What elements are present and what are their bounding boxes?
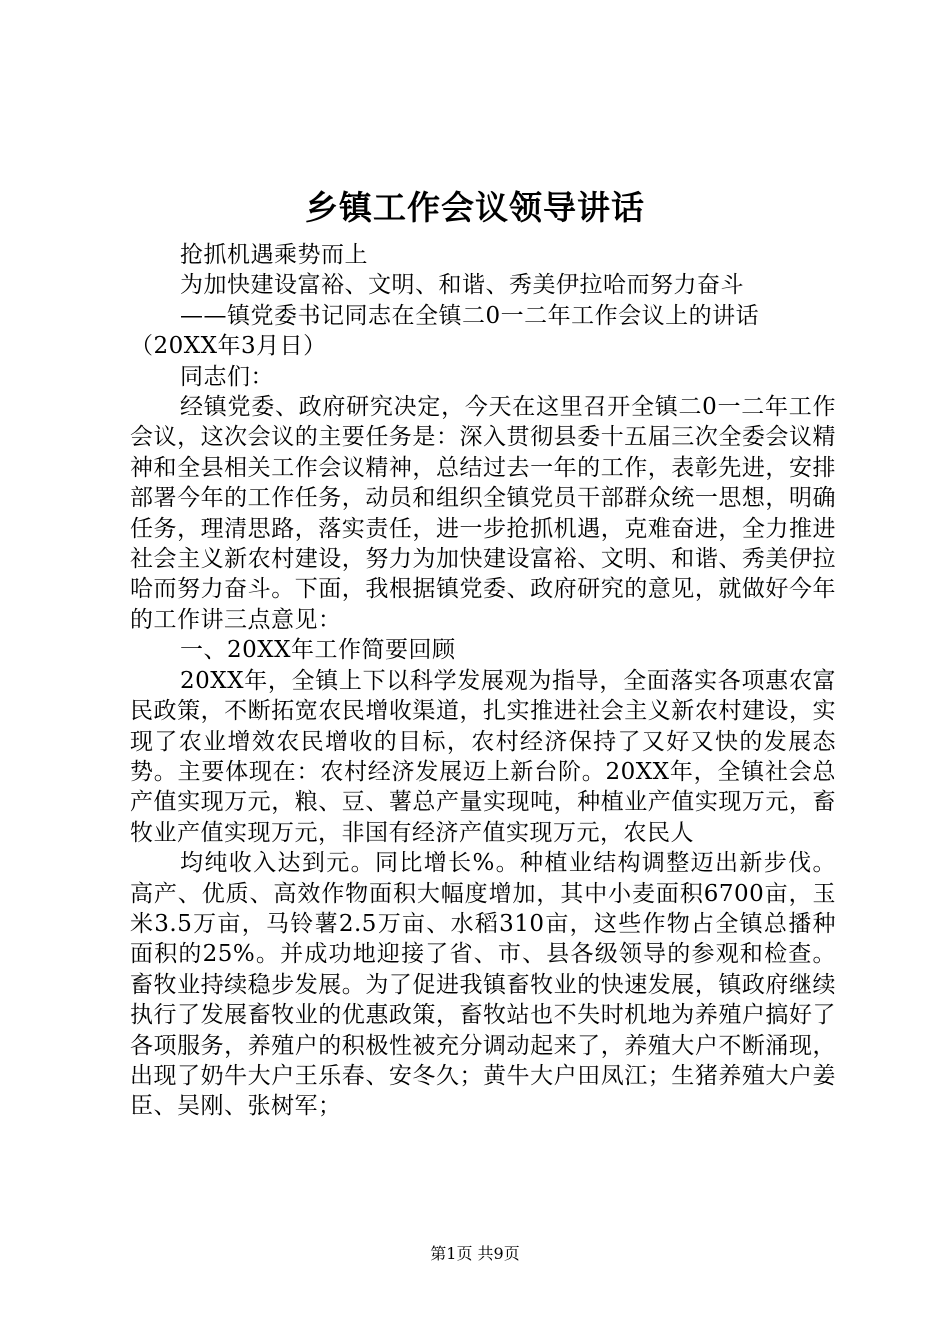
speech-salutation: 同志们： bbox=[180, 363, 274, 390]
body-paragraph: 经镇党委、政府研究决定，今天在这里召开全镇二0一二年工作会议，这次会议的主要任务是：深入贯彻县委十五届三次全委会议精神和全县相关工作会议精神，总结过去一年的工作，表彰先进，安排部署今年的工作任务，动员和组织全镇党员干部群众统一思想，明确任务，理清思路，落实责任，进一步抢抓机遇，克难奋进，全力推进社会主义新农村建设，努力为加快建设富裕、文明、和谐、秀美伊拉哈而努力奋斗。下面，我根据镇党委、政府研究的意见，就做好今年的工作讲三点意见： bbox=[130, 394, 836, 633]
speech-speaker-line: ——镇党委书记同志在全镇二0一二年工作会议上的讲话 bbox=[180, 302, 760, 329]
speech-date: （20XX年3月日） bbox=[130, 333, 327, 360]
body-paragraph: 20XX年，全镇上下以科学发展观为指导，全面落实各项惠农富民政策，不断拓宽农民增收渠道，扎实推进社会主义新农村建设，实现了农业增效农民增收的目标，农村经济保持了又好又快的发展态势。主要体现在：农村经济发展迈上新台阶。20XX年，全镇社会总产值实现万元，粮、豆、薯总产量实现吨，种植业产值实现万元，畜牧业产值实现万元，非国有经济产值实现万元，农民人 bbox=[130, 667, 836, 846]
document-body bbox=[130, 240, 836, 1122]
speech-theme: 为加快建设富裕、文明、和谐、秀美伊拉哈而努力奋斗 bbox=[180, 272, 744, 299]
section-heading: 一、20XX年工作简要回顾 bbox=[180, 637, 456, 664]
body-paragraph: 均纯收入达到元。同比增长%。种植业结构调整迈出新步伐。高产、优质、高效作物面积大幅度增加，其中小麦面积6700亩，玉米3.5万亩，马铃薯2.5万亩、水稻310亩，这些作物占全镇总播种面积的25%。并成功地迎接了省、市、县各级领导的参观和检查。畜牧业持续稳步发展。为了促进我镇畜牧业的快速发展，镇政府继续执行了发展畜牧业的优惠政策，畜牧站也不失时机地为养殖户搞好了各项服务，养殖户的积极性被充分调动起来了，养殖大户不断涌现，出现了奶牛大户王乐春、安冬久；黄牛大户田凤江；生猪养殖大户姜臣、吴刚、张树军； bbox=[130, 850, 836, 1120]
document-title: 乡镇工作会议领导讲话 bbox=[305, 188, 645, 227]
page-number: 第1页 共9页 bbox=[430, 1244, 520, 1263]
speech-slogan: 抢抓机遇乘势而上 bbox=[180, 242, 368, 268]
